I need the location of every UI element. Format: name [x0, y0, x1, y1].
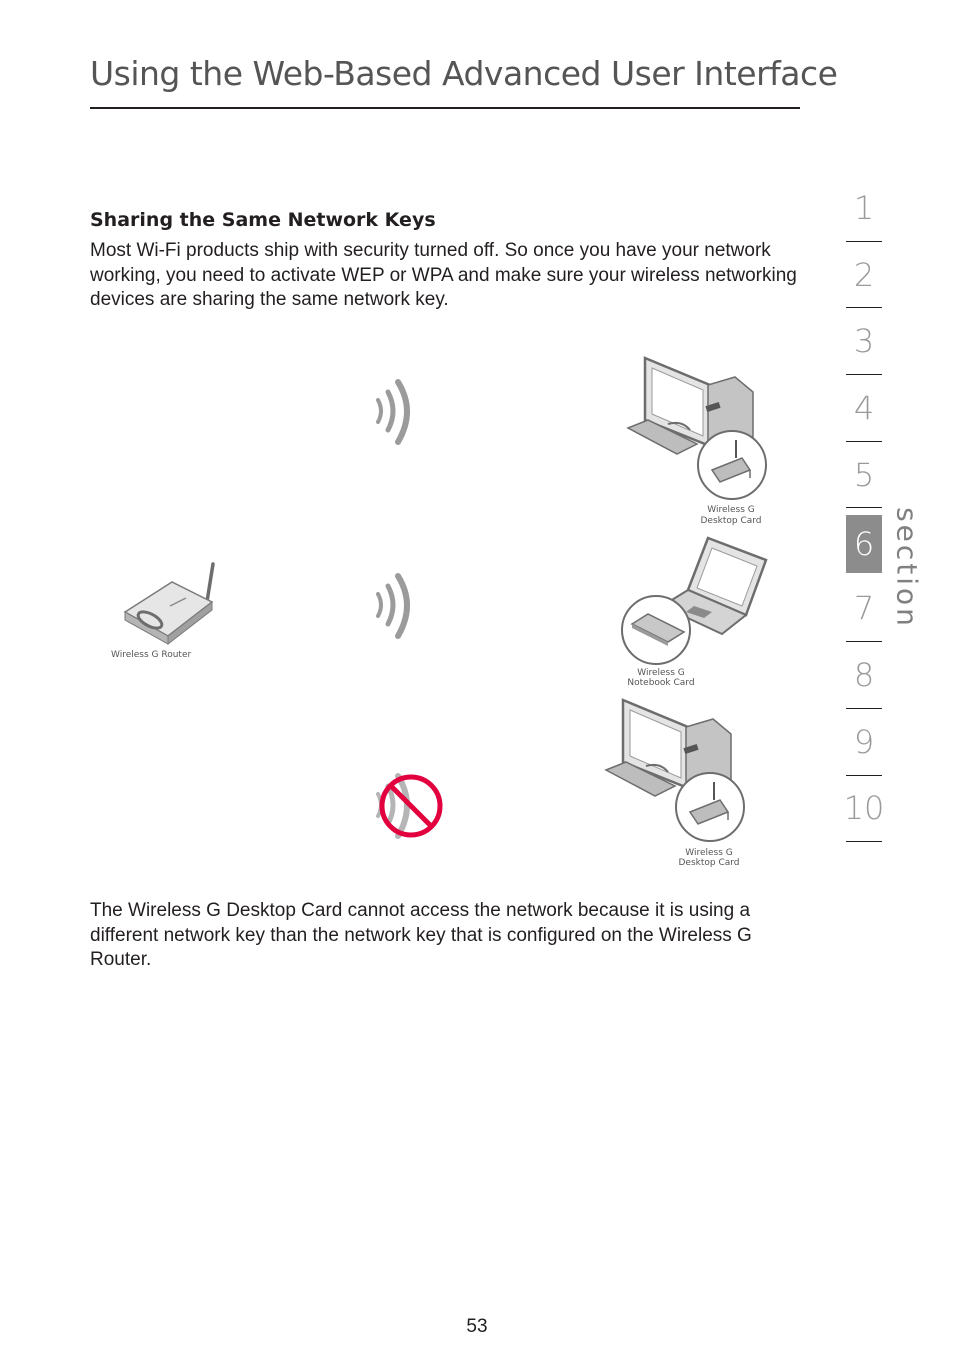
router-caption: Wireless G Router [111, 650, 192, 660]
section-nav-item-9[interactable]: 9 [846, 709, 882, 776]
intro-paragraph: Most Wi-Fi products ship with security turned off. So once you have your network working, you need to activate WEP or WPA and make sure your wireless networking devices are sharing the same network key. [90, 240, 797, 310]
section-nav-item-3[interactable]: 3 [846, 308, 882, 375]
section-nav-item-8[interactable]: 8 [846, 642, 882, 709]
title-rule [90, 107, 800, 109]
section-nav-item-4[interactable]: 4 [846, 375, 882, 442]
desktop-card-caption: Desktop Card [678, 858, 740, 868]
page-number: 53 [466, 1316, 488, 1337]
section-nav-item-10[interactable]: 10 [846, 776, 882, 843]
section-nav-item-2[interactable]: 2 [846, 242, 882, 309]
section-nav-item-7[interactable]: 7 [846, 575, 882, 642]
wireless-router-icon [125, 564, 213, 644]
section-label-text: section [890, 507, 924, 629]
section-nav-item-6-active[interactable]: 6 [846, 515, 882, 573]
desktop-card-icon [698, 431, 766, 499]
signal-waves-icon [378, 576, 407, 636]
notebook-card-caption: Notebook Card [627, 678, 695, 688]
desktop-card-caption: Wireless G [685, 848, 733, 858]
network-key-diagram [0, 340, 820, 880]
section-heading: Sharing the Same Network Keys [90, 209, 436, 231]
conclusion-paragraph: The Wireless G Desktop Card cannot access the network because it is using a different network key than the network key that is configured on the Wireless G Router. [90, 900, 752, 970]
section-label [882, 508, 932, 628]
section-nav-item-1[interactable]: 1 [846, 175, 882, 242]
section-nav [843, 175, 885, 842]
desktop-card-caption: Desktop Card [700, 516, 762, 526]
desktop-card-icon [676, 773, 744, 841]
signal-waves-icon [378, 382, 407, 442]
section-nav-item-5[interactable]: 5 [846, 442, 882, 509]
desktop-card-caption: Wireless G [707, 505, 755, 515]
notebook-card-icon [622, 596, 690, 664]
notebook-card-caption: Wireless G [637, 668, 685, 678]
page-title: Using the Web-Based Advanced User Interface [90, 54, 838, 93]
